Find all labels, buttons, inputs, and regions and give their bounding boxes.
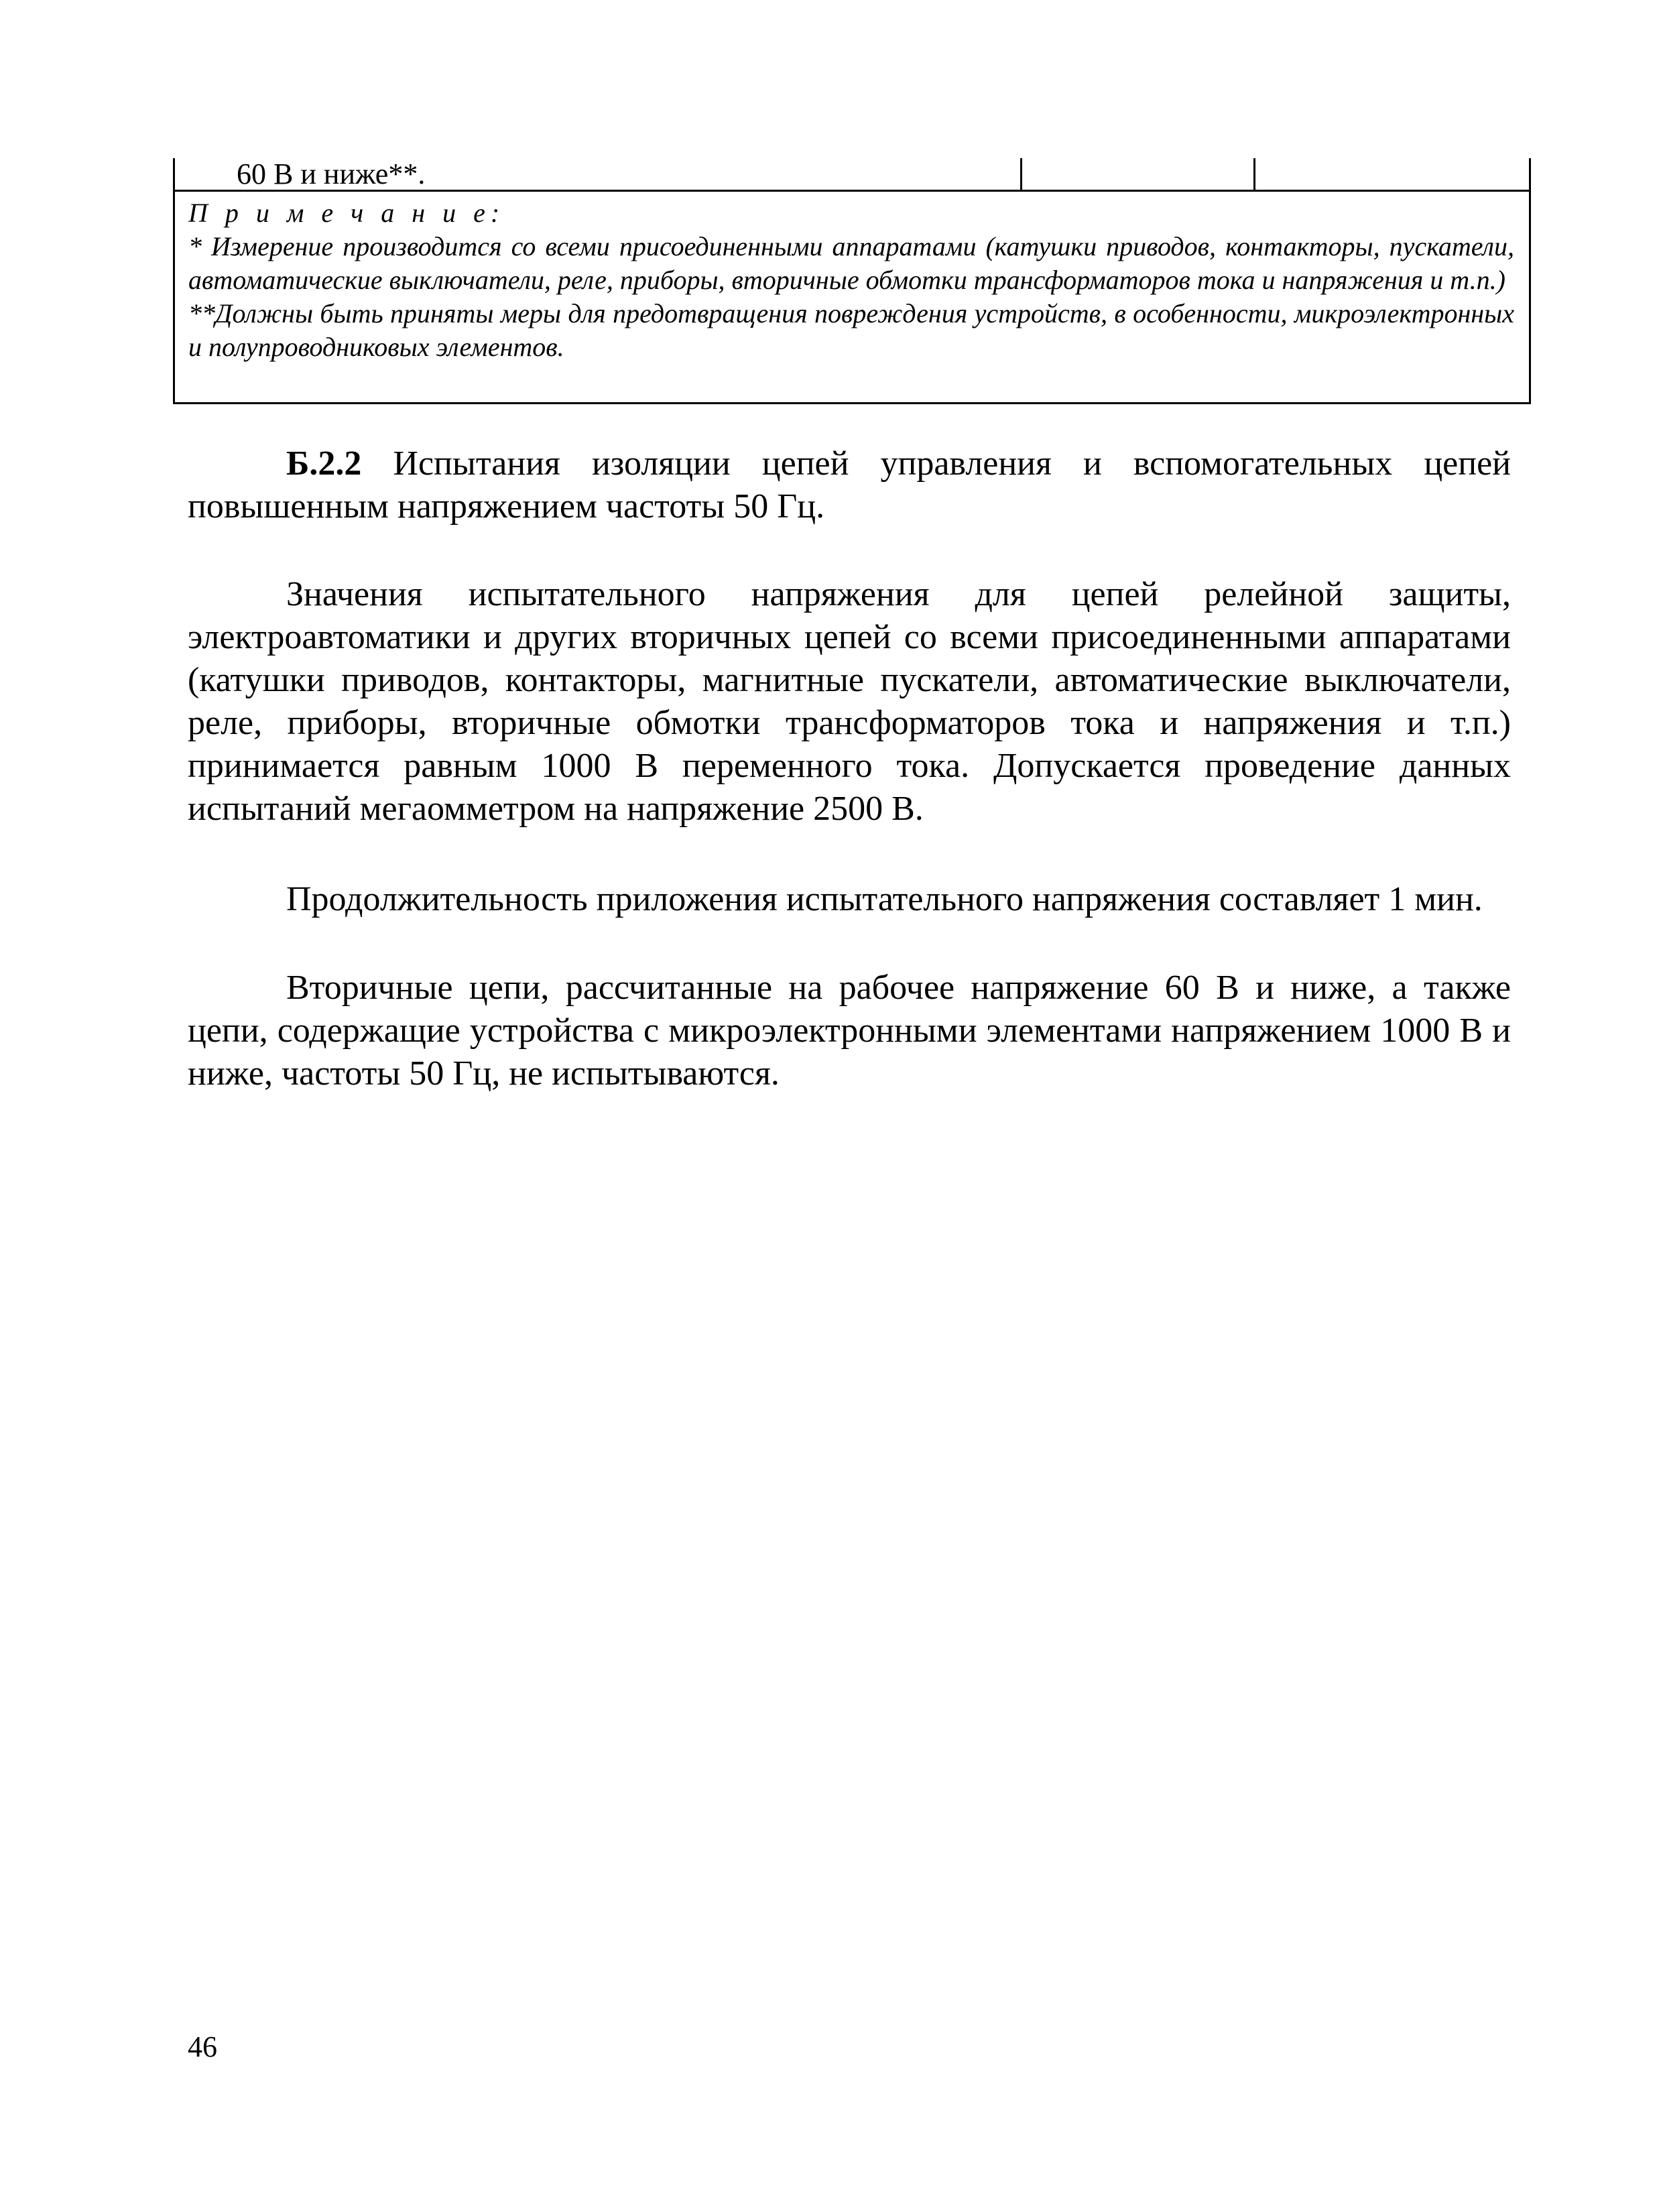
note-block bbox=[173, 190, 1531, 404]
note-item-1: * Измерение производится со всеми присоединенными аппаратами (катушки приводов, контакторы, пускатели, автоматические выключатели, реле, приборы, вторичные обмотки трансформаторов тока и напряжения и т.п.) bbox=[188, 231, 1514, 295]
table-cell-empty bbox=[1022, 158, 1255, 190]
table-cell-empty bbox=[1255, 158, 1529, 190]
paragraph: Вторичные цепи, рассчитанные на рабочее напряжение 60 В и ниже, а также цепи, содержащие устройства с микроэлектронными элементами напряжением 1000 В и ниже, частоты 50 Гц, не испытываются. bbox=[188, 969, 1511, 1093]
section-heading bbox=[188, 442, 1511, 528]
section-title: Испытания изоляции цепей управления и вспомогательных цепей повышенным напряжением частоты 50 Гц. bbox=[188, 444, 1511, 526]
table-row bbox=[173, 158, 1531, 192]
paragraph: Значения испытательного напряжения для цепей релейной защиты, электроавтоматики и других вторичных цепей со всеми присоединенными аппаратами (катушки приводов, контакторы, магнитные пускатели, автоматические выключатели, реле, приборы, вторичные обмотки трансформаторов тока и напряжения и т.п.) принимается равным 1000 В переменного тока. Допускается проведение данных испытаний мегаомметром на напряжение 2500 В. bbox=[188, 575, 1511, 828]
page-number: 46 bbox=[188, 2030, 217, 2063]
table-fragment bbox=[173, 158, 1531, 192]
section-number: Б.2.2 bbox=[286, 444, 362, 483]
paragraph: Продолжительность приложения испытательного напряжения составляет 1 мин. bbox=[286, 880, 1483, 918]
table-cell: 60 В и ниже**. bbox=[175, 158, 1022, 190]
note-title: П р и м е ч а н и е: bbox=[188, 198, 505, 228]
note-item-2: **Должны быть приняты меры для предотвращения повреждения устройств, в особенности, микроэлектронных и полупроводниковых элементов. bbox=[188, 298, 1514, 362]
